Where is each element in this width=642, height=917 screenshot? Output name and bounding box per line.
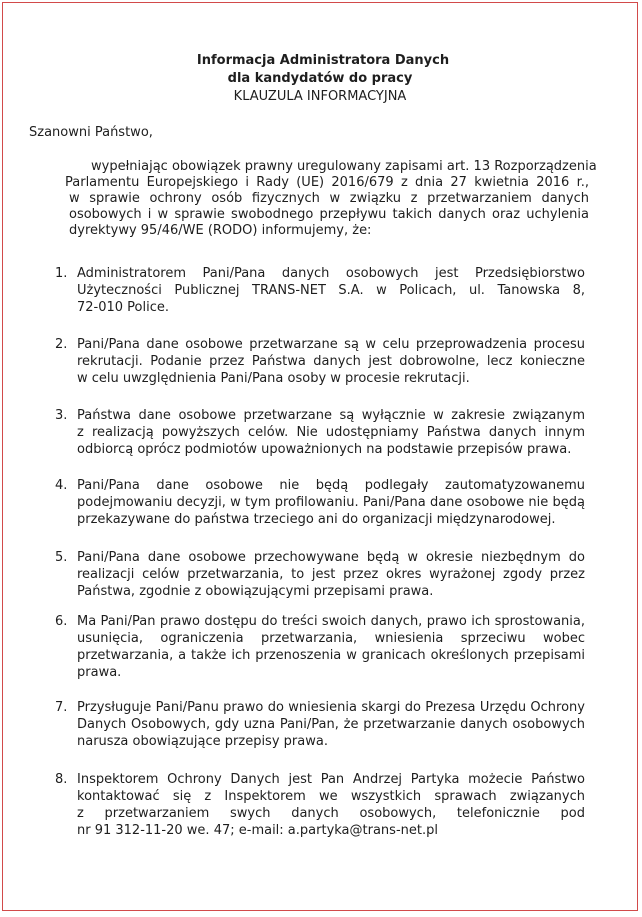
list-item-number: 1.: [55, 266, 68, 281]
intro-line: dyrektywy 95/46/WE (RODO) informujemy, że:: [69, 223, 372, 238]
list-item: [55, 477, 585, 528]
list-item: [55, 336, 585, 387]
list-item-line: z realizacją powyższych celów. Nie udostępniamy Państwa danych innym: [77, 425, 585, 440]
document-subtitle: dla kandydatów do pracy: [227, 71, 413, 86]
document-clause-heading: KLAUZULA INFORMACYJNA: [233, 89, 407, 104]
list-item-line: prawa.: [77, 665, 122, 680]
list-item-line: usunięcia, ograniczenia przetwarzania, wniesienia sprzeciwu wobec: [77, 631, 585, 646]
list-item: [55, 699, 585, 750]
intro-line: osobowych i w sprawie swobodnego przepływu takich danych oraz uchylenia: [69, 207, 589, 222]
list-item: [55, 771, 585, 839]
list-item-line: 72-010 Police.: [77, 300, 170, 315]
list-item-line: podejmowaniu decyzji, w tym profilowaniu. Pani/Pana dane osobowe nie będą: [77, 495, 585, 510]
list-item-line: przetwarzania, a także ich przenoszenia w granicach określonych przepisami: [77, 648, 585, 663]
list-item-line: nr 91 312-11-20 we. 47; e-mail: a.partyka@trans-net.pl: [77, 823, 438, 838]
list-item-number: 7.: [55, 700, 68, 715]
list-item-number: 2.: [55, 337, 68, 352]
intro-line: wypełniając obowiązek prawny uregulowany zapisami art. 13 Rozporządzenia: [91, 159, 597, 174]
list-item: [55, 265, 585, 316]
list-item-line: Przysługuje Pani/Panu prawo do wniesienia skargi do Prezesa Urzędu Ochrony: [77, 700, 585, 715]
list-item-line: rekrutacji. Podanie przez Państwa danych jest dobrowolne, lecz konieczne: [77, 354, 585, 369]
list-item-number: 3.: [55, 408, 68, 423]
list-item-line: z przetwarzaniem swych danych osobowych, telefonicznie pod: [77, 806, 585, 821]
list-item-line: Użyteczności Publicznej TRANS-NET S.A. w Policach, ul. Tanowska 8,: [77, 283, 585, 298]
list-item-line: Pani/Pana dane osobowe nie będą podlegały zautomatyzowanemu: [77, 478, 585, 493]
list-item-line: Inspektorem Ochrony Danych jest Pan Andrzej Partyka możecie Państwo: [77, 772, 585, 787]
list-item-line: odbiorcą oprócz podmiotów upoważnionych na podstawie przepisów prawa.: [77, 442, 572, 457]
list-item-line: Państwa, zgodnie z obowiązującymi przepisami prawa.: [77, 584, 434, 599]
greeting: Szanowni Państwo,: [29, 125, 153, 140]
list-item-number: 8.: [55, 772, 68, 787]
intro-paragraph: [65, 159, 597, 239]
document-title: Informacja Administratora Danych: [196, 53, 450, 68]
list-item-number: 4.: [55, 478, 68, 493]
list-item-line: narusza obowiązujące przepisy prawa.: [77, 734, 328, 749]
list-item-number: 6.: [55, 614, 68, 629]
list-item-line: Państwa dane osobowe przetwarzane są wyłącznie w zakresie związanym: [77, 408, 585, 423]
intro-line: Parlamentu Europejskiego i Rady (UE) 2016/679 z dnia 27 kwietnia 2016 r.,: [65, 175, 589, 190]
list-item-number: 5.: [55, 550, 68, 565]
list-item-line: Danych Osobowych, gdy uzna Pani/Pan, że przetwarzanie danych osobowych: [77, 717, 585, 732]
list-item: [55, 613, 585, 681]
list-item-line: Administratorem Pani/Pana danych osobowych jest Przedsiębiorstwo: [77, 266, 585, 281]
list-item-line: przekazywane do państwa trzeciego ani do organizacji międzynarodowej.: [77, 512, 556, 527]
list-item: [55, 407, 585, 458]
list-item-line: Pani/Pana dane osobowe przechowywane będą w okresie niezbędnym do: [77, 550, 585, 565]
list-item-line: realizacji celów przetwarzania, to jest przez okres wyrażonej zgody przez: [77, 567, 585, 582]
list-item-line: w celu uwzględnienia Pani/Pana osoby w procesie rekrutacji.: [77, 371, 470, 386]
document-page: [2, 2, 638, 911]
intro-line: w sprawie ochrony osób fizycznych w związku z przetwarzaniem danych: [69, 191, 589, 206]
list-item-line: Pani/Pana dane osobowe przetwarzane są w celu przeprowadzenia procesu: [77, 337, 585, 352]
list-item-line: Ma Pani/Pan prawo dostępu do treści swoich danych, prawo ich sprostowania,: [77, 614, 585, 629]
list-item-line: kontaktować się z Inspektorem we wszystkich sprawach związanych: [77, 789, 585, 804]
list-item: [55, 549, 585, 600]
